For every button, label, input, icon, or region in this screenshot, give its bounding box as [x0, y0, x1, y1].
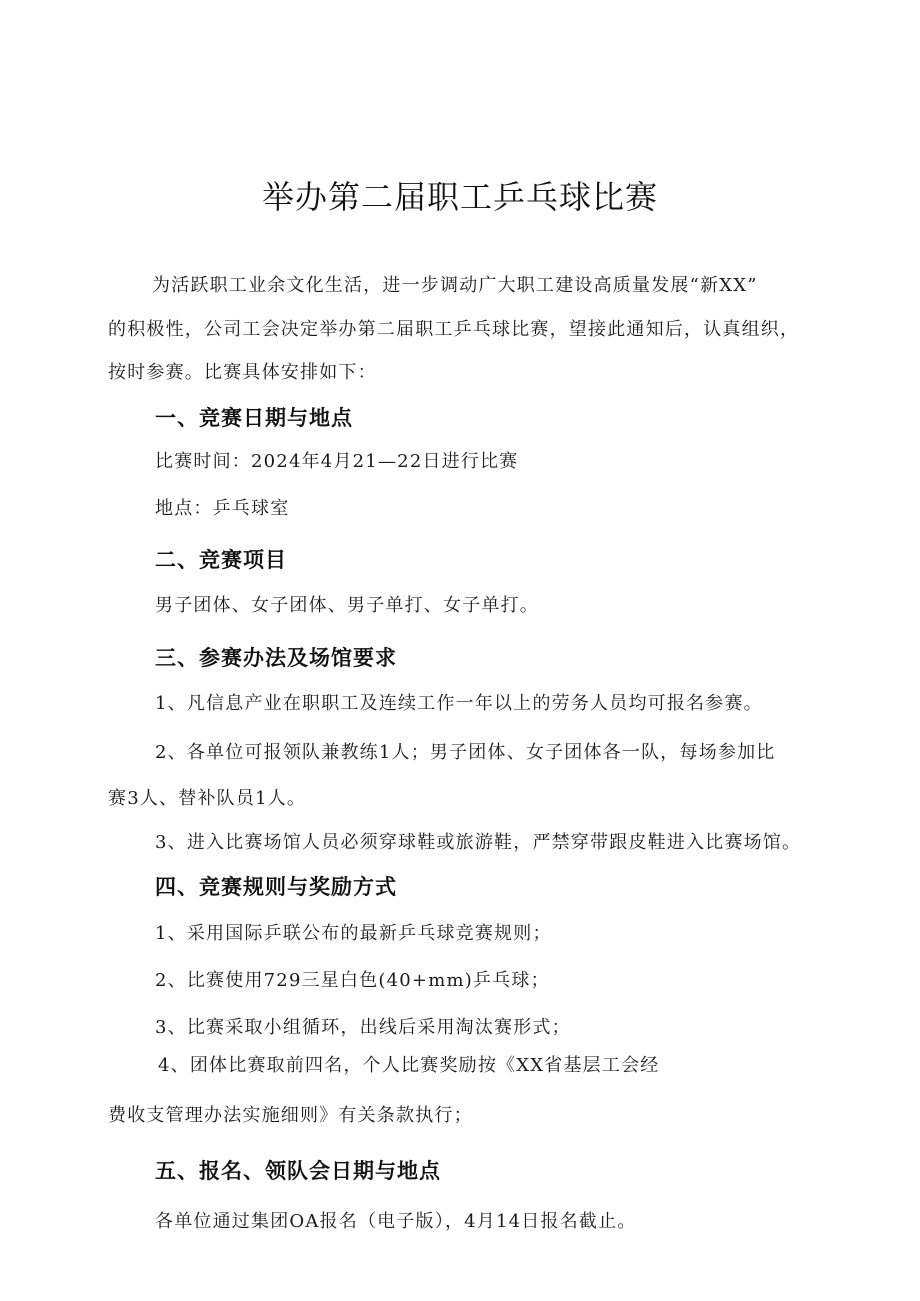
section-5-line-1: 各单位通过集团OA报名（电子版），4月14日报名截止。 [155, 1211, 637, 1232]
section-1-heading: 一、竞赛日期与地点 [155, 406, 353, 430]
section-2-line-1: 男子团体、女子团体、男子单打、女子单打。 [155, 595, 539, 616]
section-4-line-3: 3、比赛采取小组循环，出线后采用淘汰赛形式； [155, 1017, 571, 1038]
intro-line-2: 的积极性，公司工会决定举办第二届职工乒乓球比赛，望接此通知后，认真组织， [108, 319, 800, 340]
section-4-line-1: 1、采用国际乒联公布的最新乒乓球竞赛规则； [155, 923, 552, 944]
intro-line-1: 为活跃职工业余文化生活，进一步调动广大职工建设高质量发展“新XX” [152, 275, 758, 296]
section-4-line-4: 4、团体比赛取前四名，个人比赛奖励按《XX省基层工会经 [158, 1055, 660, 1076]
section-1-line-1: 比赛时间：2024年4月21—22日进行比赛 [155, 451, 519, 472]
section-3-line-2: 2、各单位可报领队兼教练1人；男子团体、女子团体各一队，每场参加比 [155, 742, 776, 763]
section-3-line-1: 1、凡信息产业在职职工及连续工作一年以上的劳务人员均可报名参赛。 [155, 693, 763, 714]
section-4-line-5: 费收支管理办法实施细则》有关条款执行； [108, 1105, 473, 1126]
intro-line-3: 按时参赛。比赛具体安排如下： [108, 362, 377, 383]
section-4-line-2: 2、比赛使用729三星白色(40+mm)乒乓球； [155, 970, 550, 991]
section-3-line-3: 赛3人、替补队员1人。 [108, 788, 307, 809]
section-2-heading: 二、竞赛项目 [155, 548, 287, 572]
section-1-line-2: 地点：乒乓球室 [155, 498, 290, 519]
section-4-heading: 四、竞赛规则与奖励方式 [155, 875, 397, 899]
section-3-heading: 三、参赛办法及场馆要求 [155, 646, 397, 670]
section-3-line-4: 3、进入比赛场馆人员必须穿球鞋或旅游鞋，严禁穿带跟皮鞋进入比赛场馆。 [155, 832, 802, 853]
document-title: 举办第二届职工乒乓球比赛 [261, 178, 658, 216]
section-5-heading: 五、报名、领队会日期与地点 [155, 1159, 441, 1183]
